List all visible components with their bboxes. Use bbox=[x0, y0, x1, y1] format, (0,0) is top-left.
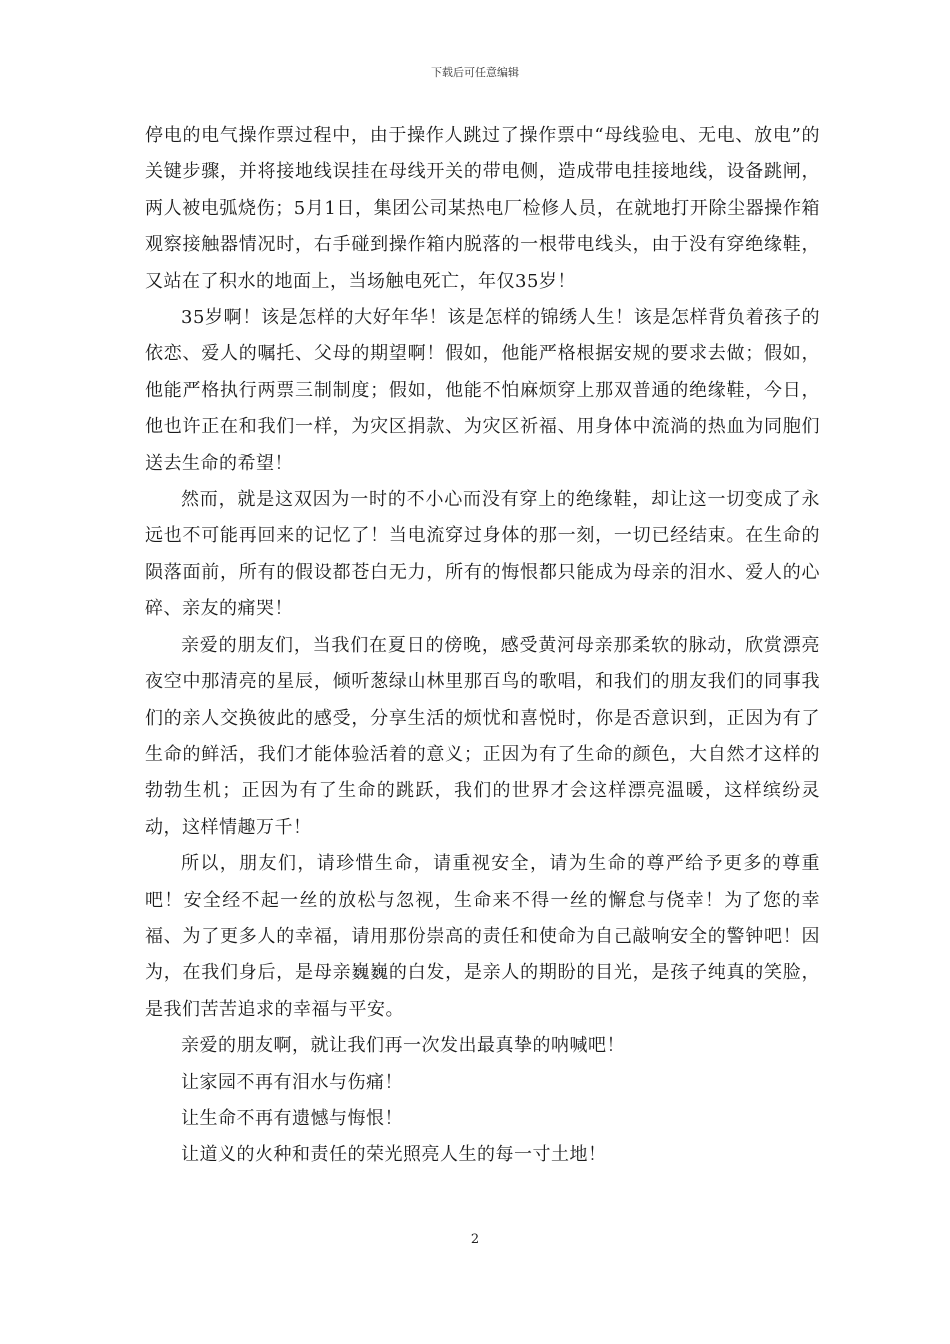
page-header: 下载后可任意编辑 bbox=[431, 66, 519, 79]
slogan-line: 让道义的火种和责任的荣光照亮人生的每一寸土地！ bbox=[181, 1144, 607, 1166]
slogan-line: 让家园不再有泪水与伤痛！ bbox=[181, 1071, 403, 1093]
page-number: 2 bbox=[470, 1232, 480, 1247]
paragraph: 亲爱的朋友们，当我们在夏日的傍晚，感受黄河母亲那柔软的脉动，欣赏漂亮夜空中那清亮的星辰，倾听葱绿山林里那百鸟的歌唱，和我们的朋友我们的同事我们的亲人交换彼此的感受，分享生活的烦忧和喜悦时，你是否意识到，正因为有了生命的鲜活，我们才能体验活着的意义；正因为有了生命的颜色，大自然才这样的勃勃生机；正因为有了生命的跳跃，我们的世界才会这样漂亮温暖，这样缤纷灵动，这样情趣万千！ bbox=[145, 634, 820, 838]
paragraph: 停电的电气操作票过程中，由于操作人跳过了操作票中“母线验电、无电、放电”的关键步骤，并将接地线误挂在母线开关的带电侧，造成带电挂接地线，设备跳闸，两人被电弧烧伤；5月1日，集团公司某热电厂检修人员，在就地打开除尘器操作箱观察接触器情况时，右手碰到操作箱内脱落的一根带电线头，由于没有穿绝缘鞋，又站在了积水的地面上，当场触电死亡，年仅35岁！ bbox=[145, 125, 820, 292]
paragraph: 所以，朋友们，请珍惜生命，请重视安全，请为生命的尊严给予更多的尊重吧！安全经不起一丝的放松与忽视，生命来不得一丝的懈怠与侥幸！为了您的幸福、为了更多人的幸福，请用那份崇高的责任和使命为自己敲响安全的警钟吧！因为，在我们身后，是母亲巍巍的白发，是亲人的期盼的目光，是孩子纯真的笑脸，是我们苦苦追求的幸福与平安。 bbox=[145, 853, 820, 1020]
slogan-line: 亲爱的朋友啊，就让我们再一次发出最真挚的呐喊吧！ bbox=[181, 1035, 625, 1057]
paragraph: 35岁啊！该是怎样的大好年华！该是怎样的锦绣人生！该是怎样背负着孩子的依恋、爱人的嘱托、父母的期望啊！假如，他能严格根据安规的要求去做；假如，他能严格执行两票三制制度；假如，他能不怕麻烦穿上那双普通的绝缘鞋，今日，他也许正在和我们一样，为灾区捐款、为灾区祈福、用身体中流淌的热血为同胞们送去生命的希望！ bbox=[145, 307, 820, 474]
slogan-line: 让生命不再有遗憾与悔恨！ bbox=[181, 1107, 403, 1129]
document-body bbox=[145, 118, 820, 1174]
paragraph: 然而，就是这双因为一时的不小心而没有穿上的绝缘鞋，却让这一切变成了永远也不可能再回来的记忆了！当电流穿过身体的那一刻，一切已经结束。在生命的陨落面前，所有的假设都苍白无力，所有的悔恨都只能成为母亲的泪水、爱人的心碎、亲友的痛哭！ bbox=[145, 489, 820, 620]
